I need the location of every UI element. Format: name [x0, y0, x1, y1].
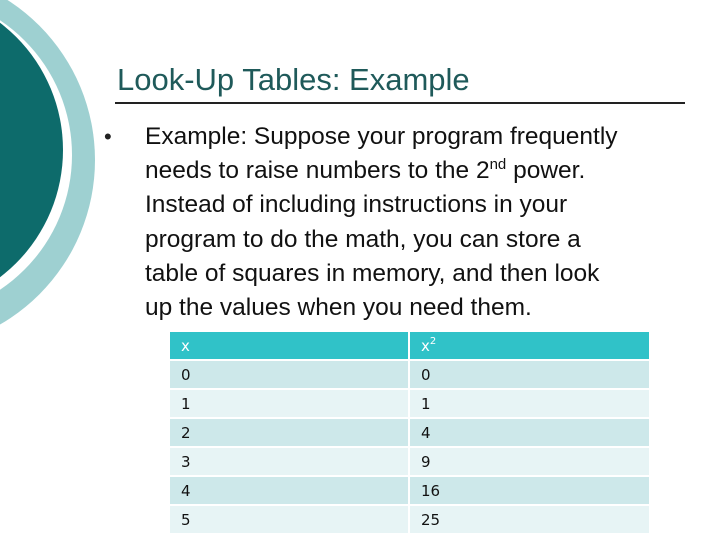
- cell-x-squared: 16: [410, 477, 649, 504]
- cell-x-squared: 4: [410, 419, 649, 446]
- cell-x-squared: 9: [410, 448, 649, 475]
- slide-title: Look-Up Tables: Example: [117, 62, 470, 97]
- cell-x-squared: 1: [410, 390, 649, 417]
- header-x: x: [170, 332, 408, 359]
- table-row: [170, 419, 649, 446]
- cell-x-squared: 0: [410, 361, 649, 388]
- cell-x: 1: [170, 390, 408, 417]
- table-row: [170, 390, 649, 417]
- cell-x-squared: 25: [410, 506, 649, 533]
- table-header-row: [170, 332, 649, 359]
- table-row: [170, 506, 649, 533]
- squares-table: [168, 330, 651, 535]
- table-row: [170, 361, 649, 388]
- cell-x: 4: [170, 477, 408, 504]
- bullet-point: •: [104, 124, 112, 149]
- decorative-circles: [0, 0, 120, 330]
- body-line: table of squares in memory, and then look: [145, 259, 600, 287]
- table-row: [170, 448, 649, 475]
- body-paragraph: [145, 120, 705, 325]
- cell-x: 0: [170, 361, 408, 388]
- cell-x: 3: [170, 448, 408, 475]
- cell-x: 2: [170, 419, 408, 446]
- body-line: program to do the math, you can store a: [145, 225, 581, 253]
- body-line: Instead of including instructions in your: [145, 191, 568, 219]
- body-line: needs to raise numbers to the 2nd power.: [145, 156, 586, 185]
- body-line: up the values when you need them.: [145, 294, 532, 322]
- title-underline: [115, 102, 685, 104]
- body-line: Example: Suppose your program frequently: [145, 123, 618, 150]
- ordinal-superscript: nd: [489, 156, 507, 174]
- table-row: [170, 477, 649, 504]
- header-x-squared: $x^2$: [410, 332, 649, 359]
- cell-x: 5: [170, 506, 408, 533]
